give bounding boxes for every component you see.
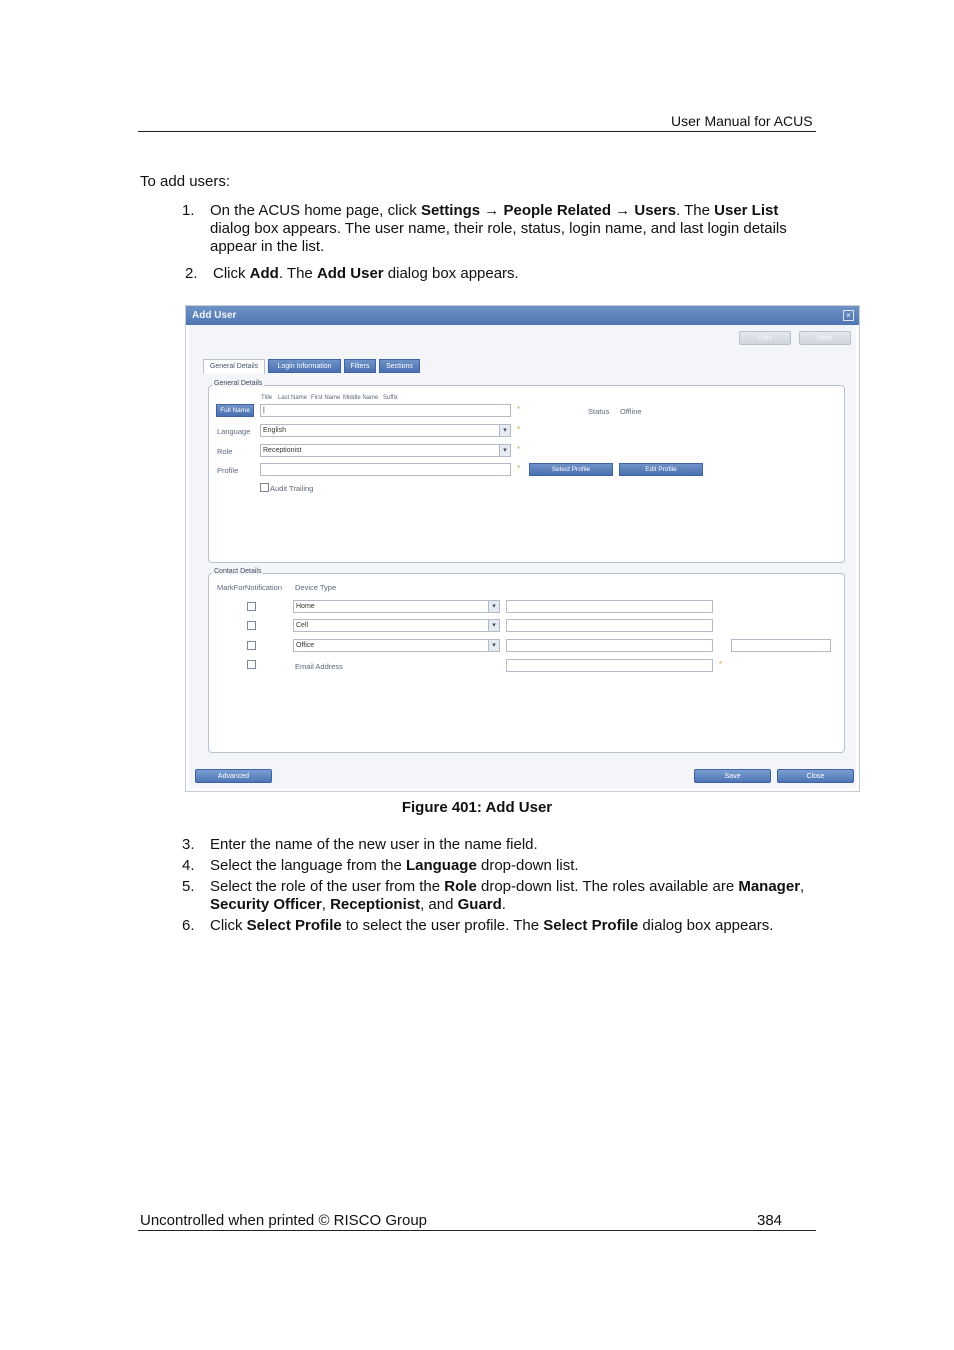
required-mark: * — [719, 660, 723, 669]
bold-term: Select Profile — [246, 917, 342, 934]
office-extension-field[interactable] — [731, 639, 831, 652]
step-2 — [185, 265, 825, 283]
required-mark: * — [517, 445, 521, 454]
device-type-select-office[interactable] — [293, 639, 500, 652]
step-1 — [182, 202, 822, 256]
step-6 — [182, 917, 822, 935]
notify-checkbox-email[interactable] — [247, 660, 256, 669]
dialog-title: Add User — [192, 310, 237, 321]
full-name-button[interactable]: Full Name — [216, 404, 254, 417]
bold-term: People Related — [503, 202, 612, 219]
bold-term: Security Officer — [210, 896, 322, 913]
figure-caption: Figure 401: Add User — [401, 799, 553, 816]
step-number: 6. — [182, 917, 195, 934]
notify-checkbox-office[interactable] — [247, 641, 256, 650]
bold-term: Settings — [420, 202, 481, 219]
general-details-legend: General Details — [214, 380, 263, 387]
status-value: Offline — [620, 407, 642, 416]
role-label: Role — [217, 447, 233, 456]
dialog-titlebar — [186, 306, 859, 325]
bold-term: Add — [249, 265, 279, 282]
step-text: On the ACUS home page, click Settings → People Related → Users. The User List dialog box appears. The user name, their role, status, login name, and last login details appear in the list. — [210, 202, 787, 255]
tab-sections[interactable]: Sections — [379, 359, 420, 373]
chevron-down-icon[interactable]: ▾ — [499, 445, 510, 456]
dialog-body — [189, 325, 856, 788]
status-label: Status — [588, 407, 610, 416]
language-value: English — [263, 427, 286, 434]
step-number: 4. — [182, 857, 195, 874]
contact-details-legend: Contact Details — [214, 568, 262, 575]
notify-checkbox-home[interactable] — [247, 602, 256, 611]
cell-number-field[interactable] — [506, 619, 713, 632]
header-rule — [138, 131, 816, 132]
step-number: 1. — [182, 202, 195, 219]
add-user-dialog-screenshot — [185, 305, 860, 792]
footer-copyright: Uncontrolled when printed © RISCO Group — [140, 1212, 428, 1229]
bold-term: Language — [405, 857, 477, 874]
last-name-column-label: Last Name — [278, 395, 308, 401]
save-button[interactable]: Save — [694, 769, 771, 783]
audit-trailing-checkbox[interactable] — [260, 483, 269, 492]
role-select[interactable] — [260, 444, 511, 457]
step-number: 5. — [182, 878, 195, 895]
office-number-field[interactable] — [506, 639, 713, 652]
middle-name-column-label: Middle Name — [343, 395, 379, 401]
chevron-down-icon[interactable]: ▾ — [488, 620, 499, 631]
device-type-value: Home — [296, 603, 315, 610]
next-button[interactable]: Next — [799, 331, 851, 345]
email-address-label: Email Address — [295, 662, 343, 671]
first-name-column-label: First Name — [311, 395, 341, 401]
required-mark: * — [517, 425, 521, 434]
email-address-field[interactable] — [506, 659, 713, 672]
device-type-header: Device Type — [295, 583, 337, 592]
bold-term: User List — [714, 202, 779, 219]
mark-for-notification-header: MarkForNotification — [217, 583, 283, 592]
chevron-down-icon[interactable]: ▾ — [499, 425, 510, 436]
device-type-select-home[interactable] — [293, 600, 500, 613]
tab-filters[interactable]: Filters — [344, 359, 376, 373]
required-mark: * — [517, 405, 521, 414]
title-column-label: Title — [261, 395, 273, 401]
language-select[interactable] — [260, 424, 511, 437]
device-type-value: Cell — [296, 622, 309, 629]
bold-term: Receptionist — [330, 896, 421, 913]
step-text: Select the role of the user from the Role drop-down list. The roles available are Manager, Security Officer, Receptionist, and Guard. — [210, 878, 805, 913]
tab-login-information[interactable]: Login Information — [268, 359, 341, 373]
prev-button[interactable]: Prev — [739, 331, 791, 345]
audit-trailing-label: Audit Trailing — [270, 484, 314, 493]
step-4 — [182, 857, 822, 875]
full-name-field[interactable]: | — [260, 404, 511, 417]
step-3 — [182, 836, 822, 854]
intro-text: To add users: — [140, 173, 231, 190]
step-text: Click Add. The Add User dialog box appears. — [213, 265, 519, 282]
suffix-column-label: Suffix — [383, 395, 398, 401]
step-number: 3. — [182, 836, 195, 853]
select-profile-button[interactable]: Select Profile — [529, 463, 613, 476]
footer-rule — [138, 1230, 816, 1231]
role-value: Receptionist — [263, 447, 302, 454]
language-label: Language — [217, 427, 251, 436]
chevron-down-icon[interactable]: ▾ — [488, 640, 499, 651]
running-header: User Manual for ACUS — [671, 113, 813, 129]
bold-term: Guard — [457, 896, 502, 913]
step-number: 2. — [185, 265, 198, 282]
home-number-field[interactable] — [506, 600, 713, 613]
close-button[interactable]: Close — [777, 769, 854, 783]
bold-term: Select Profile — [543, 917, 639, 934]
chevron-down-icon[interactable]: ▾ — [488, 601, 499, 612]
profile-label: Profile — [217, 466, 239, 475]
required-mark: * — [517, 464, 521, 473]
bold-term: Users — [634, 202, 677, 219]
step-text: Select the language from the Language drop-down list. — [210, 857, 579, 874]
page-number: 384 — [757, 1212, 783, 1229]
device-type-select-cell[interactable] — [293, 619, 500, 632]
step-text: Click Select Profile to select the user profile. The Select Profile dialog box appears. — [210, 917, 774, 934]
bold-term: Add User — [316, 265, 384, 282]
edit-profile-button[interactable]: Edit Profile — [619, 463, 703, 476]
bold-term: Role — [444, 878, 477, 895]
notify-checkbox-cell[interactable] — [247, 621, 256, 630]
advanced-button[interactable]: Advanced — [195, 769, 272, 783]
tab-general-details[interactable]: General Details — [203, 359, 265, 374]
bold-term: Manager — [738, 878, 801, 895]
device-type-value: Office — [296, 642, 315, 649]
close-icon[interactable]: × — [843, 310, 854, 321]
profile-field[interactable] — [260, 463, 511, 476]
step-5 — [182, 878, 822, 914]
step-text: Enter the name of the new user in the name field. — [210, 836, 538, 853]
